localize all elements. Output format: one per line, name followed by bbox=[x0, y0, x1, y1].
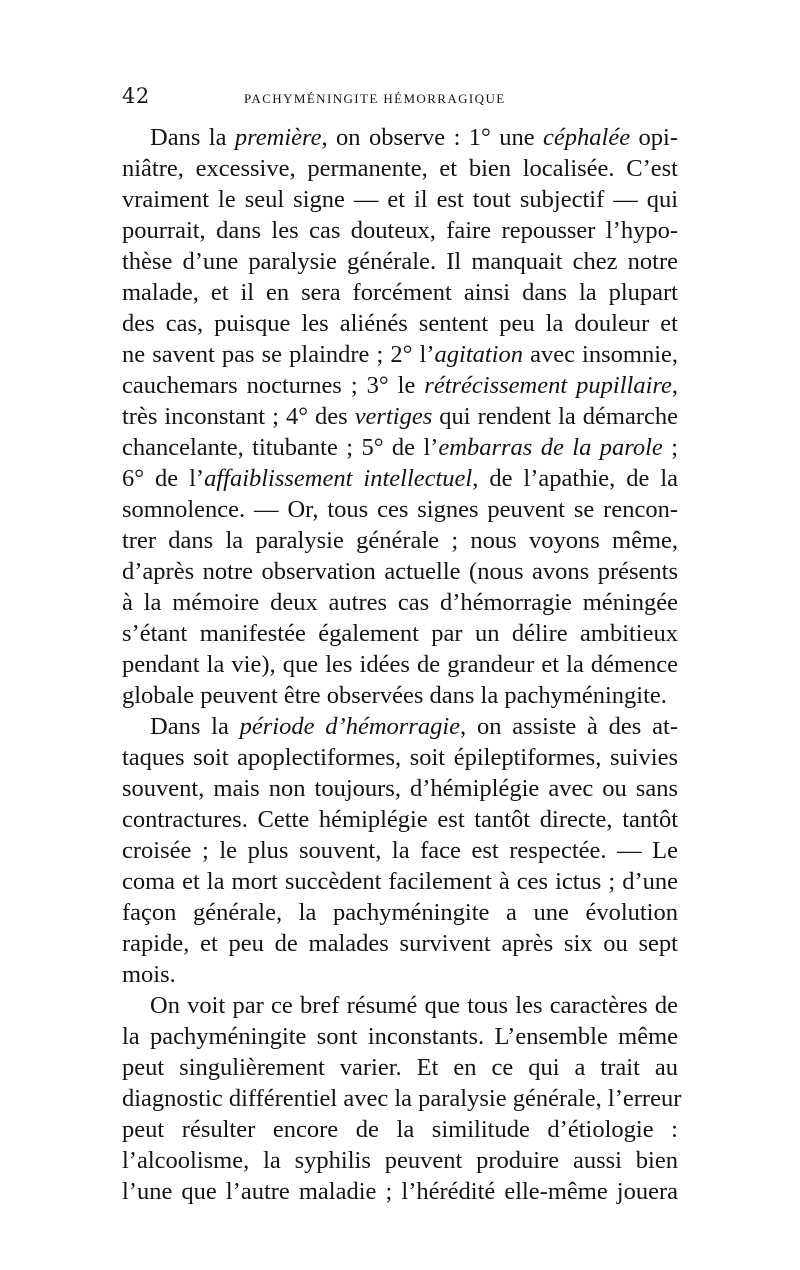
text-segment: vraiment le seul signe — et il est tout subjectif — qui bbox=[122, 186, 678, 213]
text-line bbox=[122, 1083, 682, 1114]
text-line bbox=[122, 649, 678, 680]
text-segment: s’étant manifestée également par un délire ambitieux bbox=[122, 620, 678, 647]
text-line bbox=[122, 959, 678, 990]
text-line bbox=[122, 928, 678, 959]
text-line bbox=[122, 1176, 678, 1207]
text-line bbox=[122, 308, 678, 339]
text-segment: des cas, puisque les aliénés sentent peu la douleur et bbox=[122, 310, 678, 337]
text-line bbox=[122, 680, 678, 711]
text-line bbox=[122, 277, 678, 308]
text-segment: chancelante, titubante ; 5° de l’ bbox=[122, 434, 439, 461]
text-segment: mois. bbox=[122, 961, 176, 988]
text-line bbox=[122, 990, 678, 1021]
text-segment: Dans la bbox=[150, 713, 240, 740]
italic-phrase: première bbox=[234, 124, 322, 151]
page-header bbox=[122, 78, 678, 114]
text-segment: contractures. Cette hémiplégie est tantôt directe, tantôt bbox=[122, 806, 678, 833]
text-line bbox=[122, 184, 678, 215]
text-line bbox=[122, 804, 678, 835]
text-segment: très inconstant ; 4° des bbox=[122, 403, 355, 430]
text-line bbox=[122, 711, 678, 742]
text-line bbox=[122, 370, 678, 401]
text-segment: , on assiste à des at- bbox=[460, 713, 678, 740]
text-segment: diagnostic différentiel avec la paralysie générale, l’erreur bbox=[122, 1085, 682, 1112]
text-line bbox=[122, 122, 678, 153]
text-segment: souvent, mais non toujours, d’hémiplégie avec ou sans bbox=[122, 775, 678, 802]
body-text bbox=[122, 122, 682, 1207]
text-segment: ; bbox=[662, 434, 679, 461]
text-segment: qui rendent la démarche bbox=[432, 403, 678, 430]
text-line bbox=[122, 897, 678, 928]
italic-phrase: vertiges bbox=[354, 403, 433, 430]
text-segment: croisée ; le plus souvent, la face est respectée. — Le bbox=[122, 837, 678, 864]
text-segment: 6° de l’ bbox=[122, 465, 205, 492]
text-segment: avec insomnie, bbox=[523, 341, 679, 368]
text-line bbox=[122, 1145, 678, 1176]
italic-phrase: affaiblissement intellectuel bbox=[204, 465, 473, 492]
text-segment: l’alcoolisme, la syphilis peuvent produire aussi bien bbox=[122, 1147, 678, 1174]
running-title: PACHYMÉNINGITE HÉMORRAGIQUE bbox=[244, 91, 506, 106]
text-segment: pourrait, dans les cas douteux, faire repousser l’hypo- bbox=[122, 217, 678, 244]
text-line bbox=[122, 866, 678, 897]
text-line bbox=[122, 1052, 678, 1083]
text-line bbox=[122, 1021, 678, 1052]
text-line bbox=[122, 742, 678, 773]
text-line bbox=[122, 618, 678, 649]
text-segment: d’après notre observation actuelle (nous avons présents bbox=[122, 558, 678, 585]
text-segment: opi- bbox=[630, 124, 678, 151]
text-segment: , de l’apathie, de la bbox=[472, 465, 678, 492]
text-line bbox=[122, 587, 678, 618]
italic-phrase: rétrécissement pupillaire bbox=[424, 372, 672, 399]
text-line bbox=[122, 835, 678, 866]
italic-phrase: céphalée bbox=[543, 124, 631, 151]
text-segment: peut singulièrement varier. Et en ce qui a trait au bbox=[122, 1054, 678, 1081]
text-segment: trer dans la paralysie générale ; nous voyons même, bbox=[122, 527, 678, 554]
text-segment: l’une que l’autre maladie ; l’hérédité elle-même jouera bbox=[122, 1178, 678, 1205]
italic-phrase: agitation bbox=[434, 341, 523, 368]
text-segment: ne savent pas se plaindre ; 2° l’ bbox=[122, 341, 435, 368]
text-segment: la pachyméningite sont inconstants. L’ensemble même bbox=[122, 1023, 678, 1050]
text-line bbox=[122, 401, 678, 432]
text-segment: malade, et il en sera forcément ainsi dans la plupart bbox=[122, 279, 678, 306]
italic-phrase: période d’hémorragie bbox=[239, 713, 461, 740]
text-line bbox=[122, 215, 678, 246]
text-line bbox=[122, 773, 678, 804]
text-segment: globale peuvent être observées dans la pachyméningite. bbox=[122, 682, 667, 709]
text-segment: pendant la vie), que les idées de grandeur et la démence bbox=[122, 651, 678, 678]
page-number: 42 bbox=[122, 84, 150, 108]
text-line bbox=[122, 432, 678, 463]
text-segment: somnolence. — Or, tous ces signes peuvent se rencon- bbox=[122, 496, 678, 523]
text-line bbox=[122, 494, 678, 525]
text-segment: Dans la bbox=[150, 124, 235, 151]
text-segment: taques soit apoplectiformes, soit épileptiformes, suivies bbox=[122, 744, 678, 771]
text-segment: peut résulter encore de la similitude d’étiologie : bbox=[122, 1116, 678, 1143]
text-line bbox=[122, 463, 678, 494]
text-segment: coma et la mort succèdent facilement à ces ictus ; d’une bbox=[122, 868, 678, 895]
text-line bbox=[122, 246, 678, 277]
text-segment: à la mémoire deux autres cas d’hémorragie méningée bbox=[122, 589, 678, 616]
text-segment: On voit par ce bref résumé que tous les caractères de bbox=[150, 992, 678, 1019]
text-segment: cauchemars nocturnes ; 3° le bbox=[122, 372, 425, 399]
text-segment: , on observe : 1° une bbox=[321, 124, 544, 151]
text-line bbox=[122, 339, 678, 370]
text-segment: façon générale, la pachyméningite a une évolution bbox=[122, 899, 678, 926]
text-line bbox=[122, 153, 678, 184]
text-segment: , bbox=[671, 372, 678, 399]
text-segment: niâtre, excessive, permanente, et bien localisée. C’est bbox=[122, 155, 678, 182]
text-segment: thèse d’une paralysie générale. Il manquait chez notre bbox=[122, 248, 678, 275]
text-line bbox=[122, 556, 678, 587]
text-line bbox=[122, 525, 678, 556]
italic-phrase: embarras de la parole bbox=[438, 434, 663, 461]
text-segment: rapide, et peu de malades survivent après six ou sept bbox=[122, 930, 678, 957]
text-line bbox=[122, 1114, 678, 1145]
